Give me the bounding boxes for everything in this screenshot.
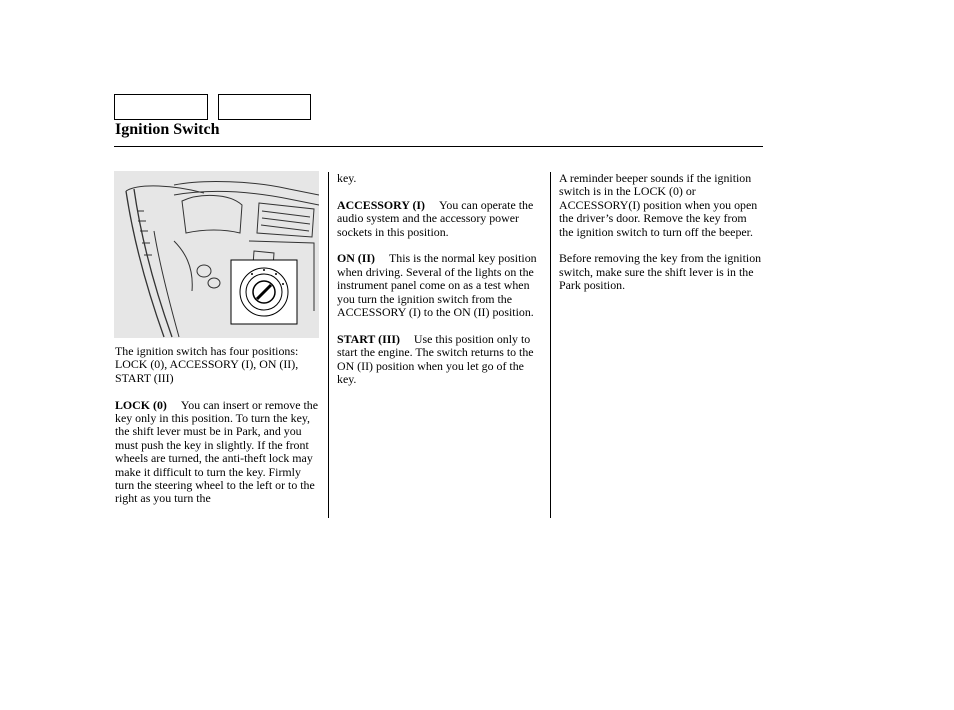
- intro-paragraph: The ignition switch has four positions: LOCK (0), ACCESSORY (I), ON (II), START (III): [115, 344, 299, 385]
- column-3: [559, 172, 763, 293]
- accessory-paragraph: [337, 199, 543, 239]
- title-rule: [114, 146, 763, 147]
- on-term: ON (II): [337, 251, 375, 266]
- lock-text: You can insert or remove the key only in this position. To turn the key, the shift lever must be in Park, and you must push the key in slightly. If the front wheels are turned, the anti-theft lock may make it difficult to turn the key. Firmly turn the steering wheel to the left or to the right as you turn the: [115, 397, 319, 506]
- lock-paragraph: [115, 399, 321, 506]
- accessory-text: You can operate the audio system and the accessory power sockets in this position.: [337, 197, 534, 239]
- beeper-paragraph: A reminder beeper sounds if the ignition switch is in the LOCK (0) or ACCESSORY(I) position when you open the driver’s door. Remove the key from the ignition switch to turn off the beeper.: [559, 171, 758, 239]
- dashboard-drawing: [114, 171, 319, 338]
- column-divider-2: [550, 172, 551, 518]
- start-paragraph: [337, 333, 543, 387]
- page-title: Ignition Switch: [115, 121, 220, 138]
- accessory-term: ACCESSORY (I): [337, 197, 426, 212]
- start-text: Use this position only to start the engine. The switch returns to the ON (II) position when you let go of the key.: [337, 331, 534, 387]
- key-removal-paragraph: Before removing the key from the ignition switch, make sure the shift lever is in the Park position.: [559, 251, 762, 293]
- on-paragraph: [337, 252, 543, 319]
- start-term: START (III): [337, 331, 400, 346]
- ignition-switch-illustration: [114, 171, 319, 338]
- column-1: [115, 345, 321, 506]
- nav-button-previous[interactable]: [114, 94, 208, 120]
- column-2: [337, 172, 543, 386]
- lock-term: LOCK (0): [115, 397, 167, 412]
- continued-text: key.: [337, 171, 357, 185]
- on-text: This is the normal key position when driving. Several of the lights on the instrument panel come on as a test when you turn the ignition switch from the ACCESSORY (I) to the ON (II) position.: [337, 251, 537, 320]
- column-divider-1: [328, 172, 329, 518]
- nav-button-next[interactable]: [218, 94, 311, 120]
